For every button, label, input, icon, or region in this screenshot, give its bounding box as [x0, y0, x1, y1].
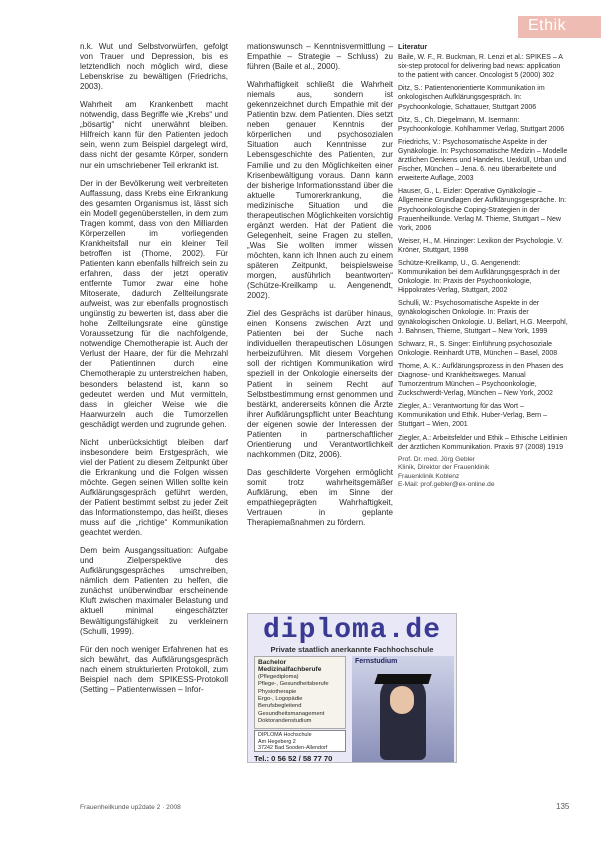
graduation-cap-icon: [374, 674, 431, 684]
ad-program-line: Pflege-, Gesundheitsberufe: [258, 681, 329, 688]
reference-item: Ziegler, A.: Arbeitsfelder und Ethik – Ethische Leitlinien der ärztlichen Kommunikation. Praxis 97 (2008) 1919: [398, 434, 568, 451]
ad-program-line: Physiotherapie: [258, 688, 297, 695]
paragraph: Dem beim Ausgangssituation: Aufgabe und Zielperspektive des Aufklärungsgespräches umschreiben, nämlich dem Patienten zu helfen, die zunächst unüberwindbar erscheinende Kluft zwischen maximaler Belastung und aktuell minimal eingeschätzter Bewältigungsfähigkeit zu verkleinern (Schulli, 1999).: [80, 546, 228, 636]
journal-footer: Frauenheilkunde up2date 2 · 2008: [80, 804, 181, 811]
paragraph: mationswunsch – Kenntnisvermittlung – Empathie – Strategie – Schluss) zu führen (Baile et al., 2000).: [247, 42, 393, 72]
ad-subtitle: Private staatlich anerkannte Fachhochschule: [270, 645, 434, 654]
advertisement[interactable]: [247, 613, 457, 763]
reference-item: Hauser, G., L. Eizler: Operative Gynäkologie – Allgemeine Grundlagen der Aufklärungsgespräche. In: Psychoonkologische Coping-Strategien in der Frauenheilkunde. Verlag M. Thieme, Stuttgart – New York, 2006: [398, 188, 567, 232]
page-number: 135: [556, 802, 570, 811]
graduate-face: [390, 686, 414, 714]
ad-program-line: (Pflegediploma): [258, 673, 299, 680]
text-column-2: [247, 42, 393, 536]
paragraph: Wahrheit am Krankenbett macht notwendig, dass Begriffe wie „Krebs“ und „bösartig“ nicht unerwähnt bleiben. Hilfreich kann für den Patienten jedoch sein, wenn zum Beispiel dargelegt wird, dass nicht der gesamte Körper, sondern nur ein umschriebener Teil erkrankt ist.: [80, 100, 228, 170]
ad-program-line: Gesundheitsmanagement: [258, 710, 325, 717]
address-line: E-Mail: prof.gebler@ex-online.de: [398, 480, 495, 488]
paragraph: Ziel des Gesprächs ist darüber hinaus, einen Konsens zwischen Arzt und Patienten bei der Suche nach individuellen therapeutischen Lösungen herbeizuführen. Mit diesem Vorgehen soll der richtigen Kommunikation wird speziell in der Onkologie einerseits der Patient in seinem Recht auf Selbstbestimmung ernst genommen und bestärkt, andererseits können die Ärzte ihrer Aufklärungspflicht unter Beachtung der eigenen sowie der Interessen der Patienten in partnerschaftlicher Orientierung und Verantwortlichkeit nachkommen (Ditz, 2006).: [247, 309, 393, 459]
references-heading: Literatur: [398, 42, 428, 51]
ad-photo-graduate: [352, 656, 454, 762]
reference-item: Thome, A. K.: Aufklärungsprozess in den Phasen des Diagnose- und Krankheitsweges. Manual Tumorzentrum München – Psychoonkologie, Zuckschwerdt-Verlag, München – New York, 2002: [398, 362, 564, 398]
reference-item: Weiser, H., M. Hinzinger: Lexikon der Psychologie. V. Kröner, Stuttgart, 1998: [398, 237, 563, 254]
paragraph: Der in der Bevölkerung weit verbreiteten Auffassung, dass Krebs eine Erkrankung des gesamten Organismus ist, lässt sich ein Modell gegenüberstellen, in dem zum Tragen kommt, dass von den Milliarden Körperzellen im vorliegenden Krankheitsfall nur ein kleiner Teil betroffen ist (Thome, 2002). Für Patienten kann ebenfalls hilfreich sein zu erfahren, dass der jetzt operativ entfernte Tumor zwar eine hohe Mitoserate, dadurch Zellteilungsrate aufweist, was zur ebenfalls prognostisch ungünstig zu bewerten ist, dass aber die hohe Zellteilungsrate eine günstige Voraussetzung für die nachfolgende, notwendige Chemotherapie ist. Auch der Verlust der Haare, der für die Mehrzahl der Patientinnen durch eine Chemotherapie zu unterstreichen haben, besonders belastend ist, kann so gedeutet werden und Mut vermitteln, dass in gleicher Weise wie die Haarwurzeln auch die Tumorzellen geschädigt werden und zugrunde gehen.: [80, 178, 228, 429]
address-line: Prof. Dr. med. Jörg Gebler: [398, 455, 475, 463]
paragraph: n.k. Wut und Selbstvorwürfen, gefolgt von Trauer und Depression, bis es letztendlich noch möglich wird, diese Lebenskrise zu bewältigen (Friedrichs, 2003).: [80, 42, 228, 92]
ad-address-line: DIPLOMA Hochschule: [258, 732, 312, 738]
reference-item: Schütze-Kreilkamp, U., G. Aengenendt: Kommunikation bei dem Aufklärungsgespräch in der Onkologie. In: Praxis der Psychoonkologie, Hippokrates-Verlag, Stuttgart, 2002: [398, 259, 560, 295]
ad-program-line: Ergo-, Logopädie: [258, 696, 303, 703]
reference-item: Ziegler, A.: Verantwortung für das Wort – Kommunikation und Ethik. Huber-Verlag, Bern – Stuttgart – Wien, 2001: [398, 403, 548, 429]
ad-program-line: Berufsbegleitend: [258, 703, 302, 710]
section-tab: [518, 16, 601, 38]
ad-address-line: Am Hegeberg 2: [258, 738, 296, 745]
address-line: Frauenklinik Koblenz: [398, 472, 460, 480]
reference-item: Ditz, S.: Patientenorientierte Kommunikation im onkologischen Aufklärungsgespräch. In: Psychoonkologie, Schattauer, Stuttgart 2006: [398, 85, 545, 111]
paragraph: Für den noch weniger Erfahrenen hat es sich bewährt, das Aufklärungsgespräch nach einem strukturierten Protokoll, zum Beispiel nach dem SPIKESS-Protokoll (Setting – Patientenwissen – Infor-: [80, 644, 228, 694]
ad-program-heading: Bachelor Medizinalfachberufe: [258, 659, 322, 674]
reference-item: Schulli, W.: Psychosomatische Aspekte in der gynäkologischen Onkologie. In: Praxis der gynäkologischen Onkologie. U. Bellart, H.G. Meerpohl, J. Bahnsen, Thieme, Stuttgart – New York, 1999: [398, 300, 568, 335]
reference-item: Schwarz, R., S. Singer: Einführung psychosoziale Onkologie. Reinhardt UTB, München – Basel, 2008: [398, 340, 558, 357]
paragraph: Nicht unberücksichtigt bleiben darf insbesondere beim Erstgespräch, wie viel der Patient zu diesem Zeitpunkt über die Erkrankung und die Folgen wissen möchte. Gegen seinen Willen sollte kein Aufklärungsgespräch geführt werden, der Patient bestimmt selbst zu jeder Zeit das Informationstempo, das heißt, dieses muss auf die „richtige“ Kommunikation geachtet werden.: [80, 437, 229, 538]
paragraph: Das geschilderte Vorgehen ermöglicht somit trotz wahrheitsgemäßer Aufklärung, eben im Sinne der empathiegeprägten Wahrhaftigkeit, Vertrauen in geplante Therapiemaßnahmen zu fördern.: [247, 467, 393, 528]
ad-address-box: [254, 730, 346, 752]
reference-item: Baile, W. F., R. Buckman, R. Lenzi et al.: SPIKES – A six-step protocol for delivering bad news: application to the patient with cancer. Oncologist 5 (2000) 302: [398, 54, 563, 80]
section-tab-label: Ethik: [528, 17, 567, 34]
ad-phone: Tel.: 0 56 52 / 58 77 70: [254, 754, 333, 763]
text-column-1: [80, 42, 228, 703]
ad-program-line: Doktorandenstudium: [258, 718, 312, 725]
ad-program-list: [254, 656, 346, 729]
ad-title: diploma.de: [262, 615, 442, 646]
author-address: [398, 456, 568, 490]
references-column: [398, 42, 568, 489]
reference-item: Ditz, S., Ch. Diegelmann, M. Isermann: Psychoonkologie. Kohlhammer Verlag, Stuttgart 2006: [398, 116, 565, 133]
address-line: Klinik, Direktor der Frauenklinik: [398, 464, 490, 472]
paragraph: Wahrhaftigkeit schließt die Wahrheit niemals aus, sondern ist gekennzeichnet durch Empathie mit der Patientin bzw. dem Patienten. Dies setzt neben genauer Kenntnis der körperlichen und psychosozialen Situation auch Kenntnisse zur Lebensgeschichte des Patienten, zur Familie und zu den Möglichkeiten einer Krisenbewältigung voraus. Dann kann der bisherige Informationsstand über die aktuelle Tumorerkrankung, die medizinische Situation und die therapeutischen Möglichkeiten vorsichtig ergänzt werden. Hat der Patient die Gelegenheit, seine Fragen zu stellen, „Was Sie wollten immer wissen möchten, kann ich Ihnen auch zu einem späteren Zeitpunkt, beispielsweise morgen, ausführlich beantworten“ (Schütze-Kreilkamp u. Aengenendt, 2002).: [247, 80, 393, 301]
ad-right-heading: Fernstudium: [355, 658, 398, 665]
reference-item: Friedrichs, V.: Psychosomatische Aspekte in der Gynäkologie. In: Psychosomatische Medizin – Modelle ärztlichen Denkens und Handelns. Uexküll, Urban und Fischer, München – Jena. 6. neu überarbeitete und erweiterte Auflage, 2003: [398, 138, 568, 183]
ad-address-line: 37242 Bad Sooden-Allendorf: [258, 745, 328, 752]
